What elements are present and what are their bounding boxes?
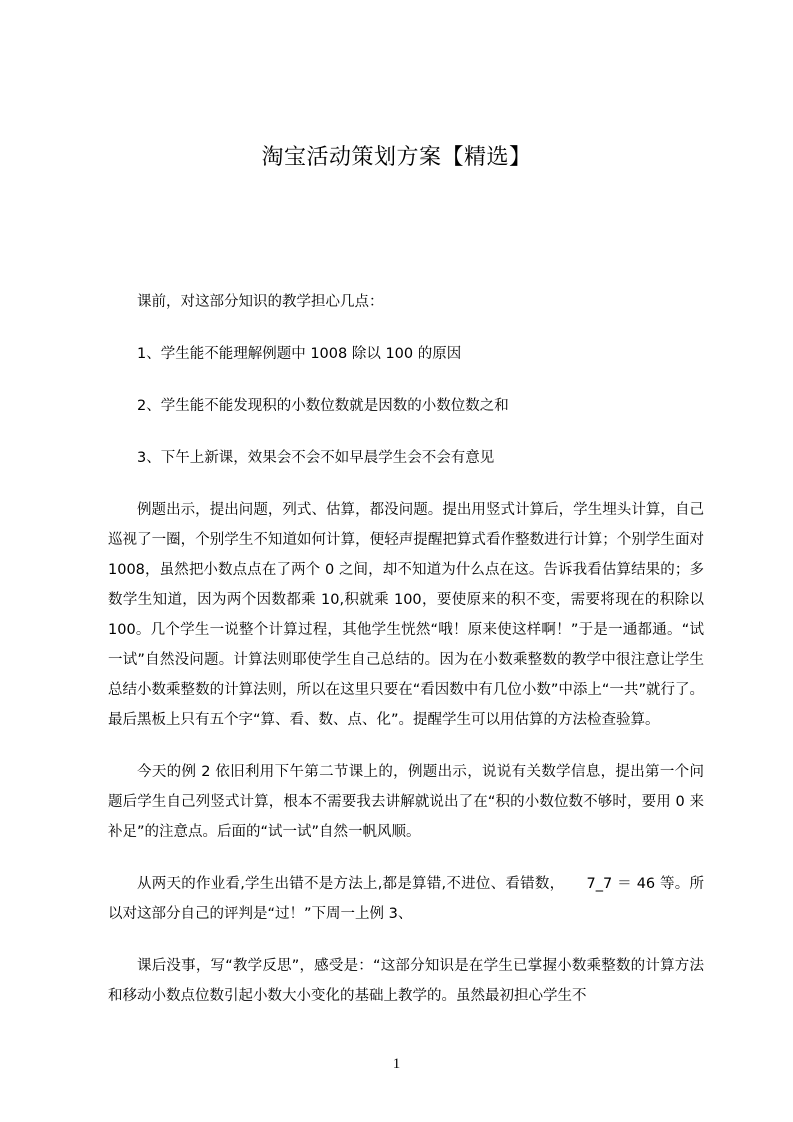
- paragraph-intro: 课前，对这部分知识的教学担心几点：: [137, 294, 384, 310]
- paragraph-concern-3: 3、下午上新课，效果会不会不如早晨学生会不会有意见: [137, 450, 495, 466]
- paragraph-homework: 从两天的作业看,学生出错不是方法上,都是算错,不进位、看错数， 7_7 ＝ 46 等。所以对这部分自己的评判是“过！”下周一上例 3、: [108, 876, 704, 922]
- paragraph-concern-2: 2、学生能不能发现积的小数位数就是因数的小数位数之和: [137, 398, 509, 414]
- document-title: 淘宝活动策划方案【精选】: [261, 145, 532, 170]
- paragraph-example-1: 例题出示，提出问题，列式、估算，都没问题。提出用竖式计算后，学生埋头计算，自己巡视了一圈，个别学生不知道如何计算，便轻声提醒把算式看作整数进行计算；个别学生面对 1008，虽然把小数点点在了两个 0 之间，却不知道为什么点在这。告诉我看估算结果的；多数学生知道，因为两个因数都乘 10,积就乘 100，要使原来的积不变，需要将现在的积除以 100。几个学生一说整个计算过程，其他学生恍然“哦！原来使这样啊！”于是一通都通。“试一试”自然没问题。计算法则耶使学生自己总结的。因为在小数乘整数的教学中很注意让学生总结小数乘整数的计算法则，所以在这里只要在“看因数中有几位小数”中添上“一共”就行了。最后黑板上只有五个字“算、看、数、点、化”。提醒学生可以用估算的方法检查验算。: [108, 502, 704, 728]
- paragraph-reflection: 课后没事，写“教学反思”，感受是：“这部分知识是在学生已掌握小数乘整数的计算方法和移动小数点位数引起小数大小变化的基础上教学的。虽然最初担心学生不: [108, 958, 704, 1004]
- paragraph-example-2: 今天的例 2 依旧利用下午第二节课上的，例题出示，说说有关数学信息，提出第一个问题后学生自己列竖式计算，根本不需要我去讲解就说出了在“积的小数位数不够时，要用 0 来补足”的注意点。后面的“试一试”自然一帆风顺。: [108, 764, 704, 840]
- paragraph-concern-1: 1、学生能不能理解例题中 1008 除以 100 的原因: [137, 346, 462, 362]
- document-body: [108, 287, 704, 1011]
- page-number: 1: [392, 1056, 401, 1072]
